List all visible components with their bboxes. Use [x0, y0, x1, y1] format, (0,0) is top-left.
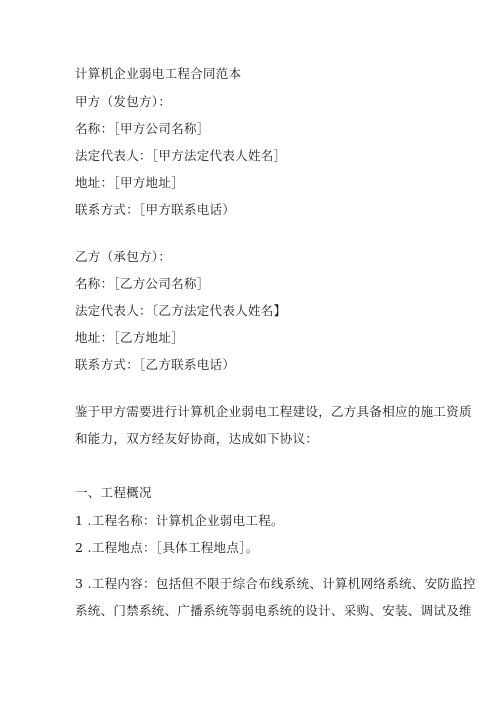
section-item-3-line-1: 3 .工程内容：包括但不限于综合布线系统、计算机网络系统、安防监控: [75, 576, 476, 591]
party-a-address: 地址：［甲方地址］: [75, 175, 184, 190]
party-b-representative: 法定代表人：〔乙方法定代表人姓名】: [75, 303, 287, 318]
preamble-line-1: 鉴于甲方需要进行计算机企业弱电工程建设，乙方具备相应的施工资质: [75, 404, 472, 419]
party-a-representative: 法定代表人：［甲方法定代表人姓名］: [75, 148, 287, 163]
party-b-heading: 乙方（承包方）：: [75, 249, 172, 264]
section-heading: 一、工程概况: [75, 485, 152, 500]
section-item-2: 2 .工程地点：［具体工程地点］。: [75, 540, 259, 555]
section-item-1: 1 .工程名称：计算机企业弱电工程。: [75, 513, 284, 528]
section-item-3-line-2: 系统、门禁系统、广播系统等弱电系统的设计、采购、安装、调试及维: [75, 603, 472, 618]
party-a-heading: 甲方（发包方）：: [75, 94, 172, 109]
preamble-line-2: 和能力，双方经友好协商，达成如下协议：: [75, 431, 319, 446]
party-b-contact: 联系方式：［乙方联系电话）: [75, 357, 236, 372]
document-title: 计算机企业弱电工程合同范本: [75, 66, 242, 81]
party-b-address: 地址：［乙方地址］: [75, 330, 184, 345]
party-a-name: 名称：［甲方公司名称］: [75, 121, 210, 136]
party-b-name: 名称：［乙方公司名称］: [75, 276, 210, 291]
party-a-contact: 联系方式：［甲方联系电话）: [75, 202, 236, 217]
